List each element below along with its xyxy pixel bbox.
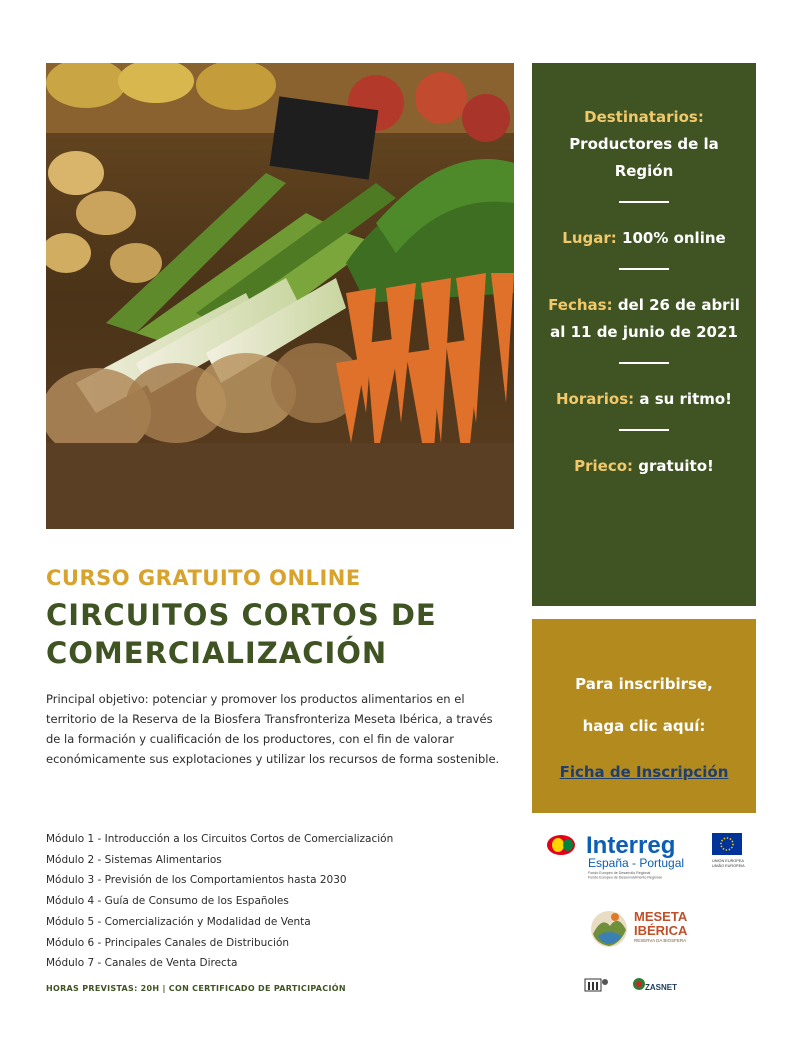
module-item: Módulo 4 - Guía de Consumo de los Españoles — [46, 895, 289, 908]
interreg-name: Interreg — [586, 832, 676, 859]
lugar-value: 100% online — [622, 229, 726, 247]
fechas-label: Fechas: — [548, 296, 613, 314]
module-item: Módulo 1 - Introducción a los Circuitos Cortos de Comercialización — [46, 833, 394, 845]
horarios-value: a su ritmo! — [639, 390, 733, 408]
meseta-emblem-icon — [591, 911, 627, 947]
module-item: Módulo 5 - Comercialización y Modalidad de Venta — [46, 915, 311, 928]
course-title-line1: CIRCUITOS CORTOS DE — [46, 598, 437, 632]
horarios-label: Horarios: — [555, 390, 635, 408]
info-horarios — [532, 386, 756, 413]
divider — [619, 429, 669, 431]
precio-label: Prieco: — [574, 457, 634, 475]
meseta-iberica-logo — [590, 906, 720, 952]
module-item: Módulo 6 - Principales Canales de Distribución — [46, 936, 290, 949]
eu-flag-icon — [712, 833, 742, 855]
interreg-logo — [546, 831, 756, 881]
meseta-line1: MESETA — [634, 909, 688, 924]
module-item: Módulo 3 - Previsión de los Comportamientos hasta 2030 — [46, 874, 347, 887]
interreg-fund-es: Fondo Europeo de Desarrollo Regional — [588, 871, 651, 875]
interreg-subtitle: España - Portugal — [588, 856, 685, 870]
course-title-line2: COMERCIALIZACIÓN — [46, 636, 388, 670]
info-fechas — [532, 292, 756, 346]
module-item: Módulo 2 - Sistemas Alimentarios — [46, 853, 222, 866]
registration-panel — [532, 619, 756, 813]
divider — [619, 362, 669, 364]
lugar-label: Lugar: — [562, 229, 617, 247]
hero-photo-vegetables — [46, 63, 514, 529]
course-info-panel — [532, 63, 756, 606]
meseta-line2: IBÉRICA — [634, 923, 688, 938]
destinatarios-label: Destinatarios: — [584, 108, 704, 126]
eu-label-pt: UNIÃO EUROPEIA — [712, 864, 745, 868]
course-objective: Principal objetivo: potenciar y promover los productos alimentarios en el territorio de la Reserva de la Biosfera Transfronteriza Meseta Ibérica, a través de la formación y cualificación de los productores, con el fin de valorar económicamente sus explotaciones y utilizar los recursos de forma sostenible. — [46, 692, 500, 766]
module-item: Módulo 7 - Canales de Venta Directa — [46, 957, 238, 970]
interreg-fund-pt: Fundo Europeu de Desenvolvimento Regional — [588, 875, 662, 880]
divider — [619, 268, 669, 270]
destinatarios-value: Productores de la Región — [569, 135, 719, 180]
interreg-emblem-icon — [547, 835, 575, 855]
info-destinatarios — [532, 104, 756, 185]
course-title — [46, 596, 437, 672]
register-text-line2: haga clic aquí: — [582, 717, 706, 735]
partner-logos — [583, 973, 703, 997]
divider — [619, 201, 669, 203]
meseta-line3: RESERVA DA BIOSFERA — [634, 938, 687, 943]
hours-note: HORAS PREVISTAS: 20H | CON CERTIFICADO DE PARTICIPACIÓN — [46, 984, 346, 993]
module-list — [46, 829, 393, 974]
eu-label-es: UNIÓN EUROPEA — [712, 859, 744, 863]
unesco-icon — [585, 979, 608, 991]
info-precio — [532, 453, 756, 480]
precio-value: gratuito! — [638, 457, 714, 475]
registration-form-link[interactable]: Ficha de Inscripción — [559, 763, 729, 781]
fechas-value: del 26 de abril al 11 de junio de 2021 — [550, 296, 740, 341]
info-lugar — [532, 225, 756, 252]
zasnet-icon — [633, 978, 645, 990]
register-text-line1: Para inscribirse, — [575, 675, 713, 693]
course-kicker: CURSO GRATUITO ONLINE — [46, 566, 361, 590]
zasnet-name: ZASNET — [645, 983, 677, 992]
